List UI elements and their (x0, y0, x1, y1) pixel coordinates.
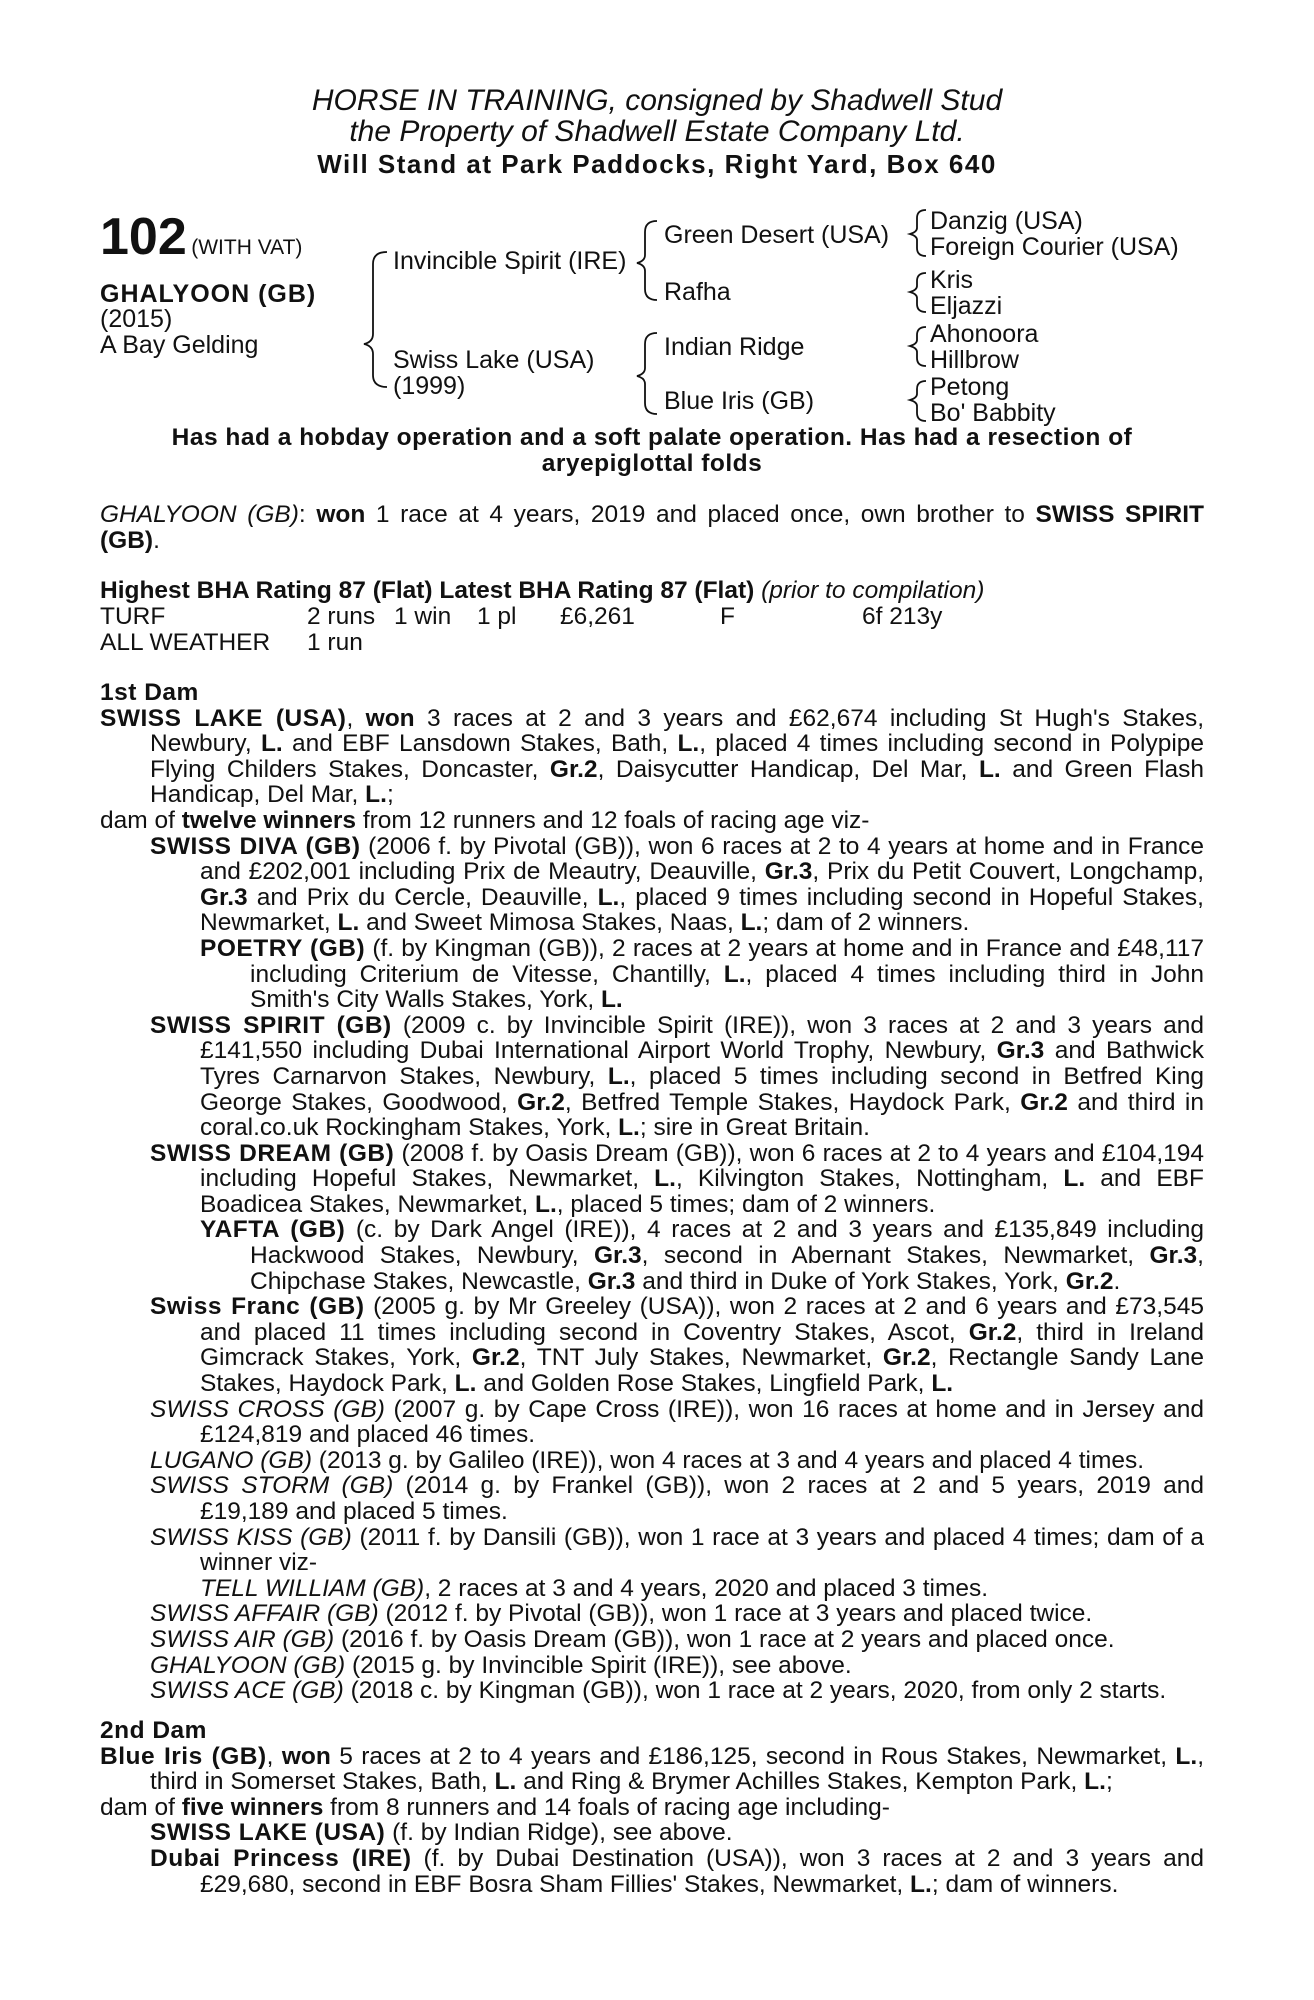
produce-swiss-diva: SWISS DIVA (GB) (2006 f. by Pivotal (GB)), won 6 races at 2 to 4 years at home and in France and £202,001 including Prix de Meautry, Deauville, Gr.3, Prix du Petit Couvert, Longchamp, Gr.3 and Prix du Cercle, Deauville, L., placed 9 times including second in Hopeful Stakes, Newmarket, L. and Sweet Mimosa Stakes, Naas, L.; dam of 2 winners. (150, 832, 1204, 937)
bracket-main (364, 252, 387, 387)
location-line: Will Stand at Park Paddocks, Right Yard, Box 640 (317, 149, 997, 179)
operation-note: Has had a hobday operation and a soft palate operation. Has had a resection of aryepiglottal folds (171, 424, 1133, 477)
produce-yafta: YAFTA (GB) (c. by Dark Angel (IRE)), 4 races at 2 and 3 years and £135,849 including Hackwood Stakes, Newbury, Gr.3, second in Abernant Stakes, Newmarket, Gr.3, Chipchase Stakes, Newcastle, Gr.3 and third in Duke of York Stakes, York, Gr.2. (200, 1216, 1204, 1295)
produce2-swiss-lake: SWISS LAKE (USA) (f. by Indian Ridge), see above. (150, 1819, 733, 1847)
bracket-ds (910, 327, 926, 366)
turf-earnings: £6,261 (560, 603, 635, 630)
produce-swiss-dream: SWISS DREAM (GB) (2008 f. by Oasis Dream (GB)), won 6 races at 2 to 4 years and £104,194 including Hopeful Stakes, Newmarket, L., Kilvington Stakes, Nottingham, L. and EBF Boadicea Stakes, Newmarket, L., placed 5 times; dam of 2 winners. (150, 1139, 1205, 1218)
pedigree-dsd: Hillbrow (930, 346, 1019, 374)
pedigree-sire-dam: Rafha (664, 278, 731, 306)
second-dam-produce-summary: dam of five winners from 8 runners and 14 foals of racing age including- (100, 1793, 890, 1821)
produce-swiss-storm: SWISS STORM (GB) (2014 g. by Frankel (GB)), won 2 races at 2 and 5 years, 2019 and £19,189 and placed 5 times. (150, 1472, 1204, 1525)
pedigree-ssd: Foreign Courier (USA) (930, 233, 1179, 261)
summary-brother: SWISS SPIRIT (GB) (100, 501, 1204, 554)
lot-number: 102 (100, 208, 187, 266)
turf-distance: 6f 213y (862, 603, 943, 630)
produce-swiss-spirit: SWISS SPIRIT (GB) (2009 c. by Invincible Spirit (IRE)), won 3 races at 2 and 3 years and £141,550 including Dubai International Airport World Trophy, Newbury, Gr.3 and Bathwick Tyres Carnarvon Stakes, Newbury, L., placed 5 times including second in Betfred King George Stakes, Goodwood, Gr.2, Betfred Temple Stakes, Haydock Park, Gr.2 and third in coral.co.uk Rockingham Stakes, York, L.; sire in Great Britain. (150, 1011, 1205, 1142)
consignor-line: HORSE IN TRAINING, consigned by Shadwell Stud (311, 84, 1003, 117)
horse-name: GHALYOON (GB) (100, 280, 317, 308)
bha-rating (100, 578, 1204, 604)
second-dam-heading: 2nd Dam (100, 1717, 207, 1744)
aw-runs: 1 run (307, 629, 363, 656)
produce2-dubai-princess: Dubai Princess (IRE) (f. by Dubai Destination (USA)), won 3 races at 2 and 3 years and £29,680, second in EBF Bosra Sham Fillies' Stakes, Newmarket, L.; dam of winners. (150, 1844, 1204, 1898)
second-dam-record: Blue Iris (GB), won 5 races at 2 to 4 years and £186,125, second in Rous Stakes, Newmarket, L., third in Somerset Stakes, Bath, L. and Ring & Brymer Achilles Stakes, Kempton Park, L.; (100, 1742, 1204, 1796)
pedigree-brackets (0, 0, 1314, 440)
turf-places: 1 pl (477, 603, 517, 630)
pedigree-sire-sire: Green Desert (USA) (664, 221, 890, 249)
bracket-dam (637, 333, 657, 414)
bracket-sire (637, 221, 657, 300)
turf-runs: 2 runs (307, 603, 376, 630)
first-dam-produce-summary: dam of twelve winners from 12 runners and 12 foals of racing age viz- (100, 806, 870, 834)
produce-swiss-kiss: SWISS KISS (GB) (2011 f. by Dansili (GB)), won 1 race at 3 years and placed 4 times; dam of a winner viz- (150, 1523, 1204, 1577)
produce-swiss-ace: SWISS ACE (GB) (2018 c. by Kingman (GB)), won 1 race at 2 years, 2020, from only 2 starts. (150, 1677, 1167, 1705)
produce-lugano: LUGANO (GB) (2013 g. by Galileo (IRE)), won 4 races at 3 and 4 years and placed 4 times. (150, 1446, 1145, 1474)
first-dam-name: SWISS LAKE (USA) (100, 704, 347, 732)
pedigree-dam-sire: Indian Ridge (664, 333, 805, 361)
bracket-ss (910, 210, 926, 256)
produce-swiss-cross: SWISS CROSS (GB) (2007 g. by Cape Cross (IRE)), won 16 races at home and in Jersey and £124,819 and placed 46 times. (150, 1395, 1204, 1449)
produce-tell-william: TELL WILLIAM (GB), 2 races at 3 and 4 years, 2020 and placed 3 times. (200, 1574, 989, 1602)
foaling-year: (2015) (100, 305, 173, 333)
second-dam-section (100, 1718, 1204, 1897)
rating-note: (prior to compilation) (754, 577, 985, 604)
pedigree-dam-dam: Blue Iris (GB) (664, 387, 815, 415)
first-dam-record: SWISS LAKE (USA), won 3 races at 2 and 3 years and £62,674 including St Hugh's Stakes, Newbury, L. and EBF Lansdown Stakes, Bath, L., placed 4 times including second in Polypipe Flying Childers Stakes, Doncaster, Gr.2, Daisycutter Handicap, Del Mar, L. and Green Flash Handicap, Del Mar, L.; (100, 704, 1205, 809)
second-dam-name: Blue Iris (GB) (100, 1742, 267, 1770)
first-dam-section (100, 680, 1204, 1704)
property-line: the Property of Shadwell Estate Company Ltd. (349, 115, 965, 148)
pedigree-ddd: Bo' Babbity (930, 399, 1056, 427)
pedigree-dss: Ahonoora (930, 320, 1039, 348)
turf-label: TURF (100, 603, 166, 630)
bracket-dd (910, 381, 926, 421)
produce-swiss-air: SWISS AIR (GB) (2016 f. by Oasis Dream (GB)), won 1 race at 2 years and placed once. (150, 1625, 1115, 1653)
bracket-sd (910, 273, 926, 312)
pedigree-dds: Petong (930, 373, 1010, 401)
turf-wins: 1 win (394, 603, 452, 630)
aw-label: ALL WEATHER (100, 629, 271, 656)
pedigree-sss: Danzig (USA) (930, 207, 1083, 235)
pedigree-sdd: Eljazzi (930, 292, 1003, 320)
pedigree-sds: Kris (930, 266, 974, 294)
pedigree-sire: Invincible Spirit (IRE) (393, 247, 627, 275)
horse-description: A Bay Gelding (100, 331, 259, 359)
vat-note: (WITH VAT) (191, 236, 303, 259)
first-dam-heading: 1st Dam (100, 679, 199, 706)
rating-heading: Highest BHA Rating 87 (Flat) Latest BHA Rating 87 (Flat) (100, 577, 755, 604)
produce-ghalyoon: GHALYOON (GB) (2015 g. by Invincible Spirit (IRE)), see above. (150, 1651, 852, 1679)
pedigree-dam-year: (1999) (393, 372, 466, 400)
produce-swiss-franc: Swiss Franc (GB) (2005 g. by Mr Greeley (USA)), won 2 races at 2 and 6 years and £73,545 and placed 11 times including second in Coventry Stakes, Ascot, Gr.2, third in Ireland Gimcrack Stakes, York, Gr.2, TNT July Stakes, Newmarket, Gr.2, Rectangle Sandy Lane Stakes, Haydock Park, L. and Golden Rose Stakes, Lingfield Park, L. (150, 1293, 1204, 1398)
summary-horse-name: GHALYOON (GB) (100, 501, 299, 528)
produce-swiss-affair: SWISS AFFAIR (GB) (2012 f. by Pivotal (GB)), won 1 race at 3 years and placed twice. (150, 1600, 1093, 1628)
turf-code: F (720, 603, 735, 630)
racing-summary: GHALYOON (GB): won 1 race at 4 years, 2019 and placed once, own brother to SWISS SPIRIT (GB). (100, 501, 1204, 554)
pedigree-dam: Swiss Lake (USA) (393, 346, 595, 374)
produce-poetry: POETRY (GB) (f. by Kingman (GB)), 2 races at 2 years at home and in France and £48,117 including Criterium de Vitesse, Chantilly, L., placed 4 times including third in John Smith's City Walls Stakes, York, L. (200, 934, 1204, 1014)
